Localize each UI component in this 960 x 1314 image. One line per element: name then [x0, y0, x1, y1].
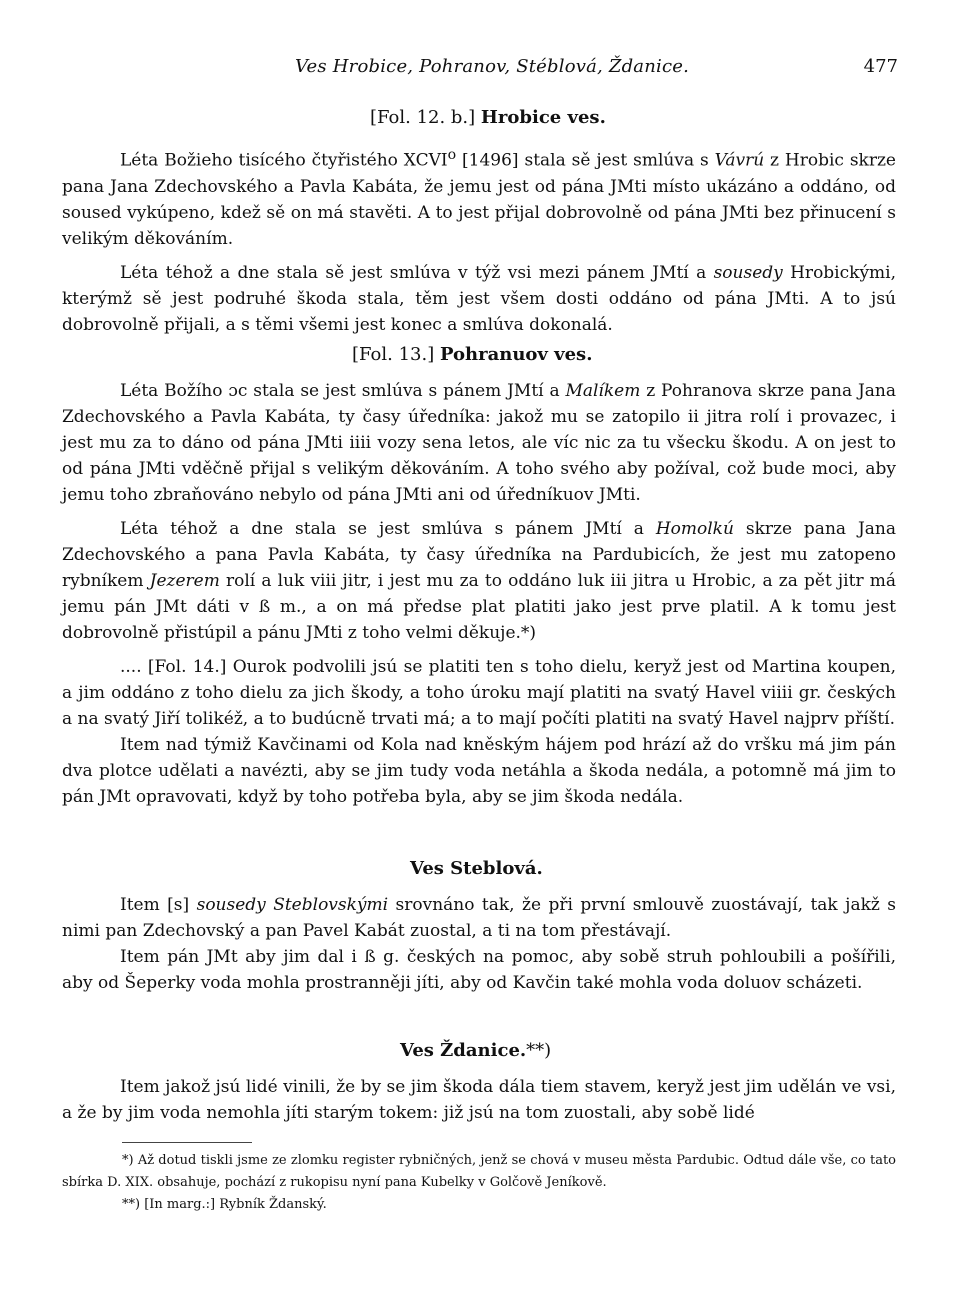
paragraph: Léta Božieho tisícého čtyřistého XCVI$^o$ [1496] stala sě jest smlúva s Vávrú z Hrobic skrze pana Jana Zdechovského a Pavla Kabáta, že jemu jest od pána JMti místo ukázáno a oddáno, od soused vykúpeno, kdež sě on má stavěti. A to jest přijal dobrovolně od pána JMti bez přinucení s velikým děkováním. — [62, 147, 896, 249]
section-body-zdanice — [62, 1074, 896, 1134]
footnote-divider — [122, 1142, 252, 1143]
paragraph: Léta Božího ɔc stala se jest smlúva s pánem JMtí a Malíkem z Pohranova skrze pana Jana Zdechovského a Pavla Kabáta, ty časy úředníka: jakož mu se zatopilo ii jitra rolí i provazec, i jest mu za to dáno od pána JMti iiii vozy sena letos, ale víc nic za tu všecku škodu. A on jest to od pána JMti vděčně přijal s velikým děkováním. A toho svého aby požíval, což bude moci, aby jemu toho zbraňováno nebylo od pána JMti ani od úředníkuov JMti. — [62, 381, 896, 505]
section-title: Ves Steblová. — [410, 858, 543, 879]
paragraph: Item jakož jsú lidé vinili, že by se jim škoda dála tiem stavem, keryž jest jim udělán ve vsi, a že by jim voda nemohla jíti starým tokem: již jsú na tom zuostali, aby sobě lidé — [62, 1077, 896, 1123]
paragraph: .... [Fol. 14.] Ourok podvolili jsú se platiti ten s toho dielu, keryž jest od Martina koupen, a jim oddáno z toho dielu za jich škody, a toho úroku mají platiti na svatý Havel viiii gr. českých a na svatý Jiří tolikéž, a to budúcně trvati má; a to mají počíti platiti na svatý Havel najprv příští. — [62, 657, 896, 729]
paragraph: Léta téhož a dne stala sě jest smlúva v týž vsi mezi pánem JMtí a sousedy Hrobickými, kterýmž sě jest podruhé škoda stala, těm jest všem dosti oddáno od pána JMti. A to jsú dobrovolně přijali, a s těmi všemi jest konec a smlúva dokonalá. — [62, 262, 897, 335]
section-body-hrobice — [62, 142, 896, 346]
folio-ref: [Fol. 13.] — [352, 344, 435, 365]
section-title: Ves Ždanice. — [400, 1040, 527, 1061]
section-title: Pohranuov ves. — [439, 344, 593, 365]
paragraph: Item [s] sousedy Steblovskými srovnáno tak, že při první smlouvě zuostávají, tak jakž s nimi pan Zdechovský a pan Pavel Kabát zuostal, a ti na tom přestávají. — [62, 895, 896, 941]
footnotes — [62, 1150, 896, 1216]
section-body-steblova — [62, 892, 896, 1004]
section-heading-zdanice — [400, 1040, 551, 1061]
footnote-marker: **) — [526, 1040, 552, 1061]
name-emphasis: sousedy Steblovskými — [196, 895, 389, 915]
section-title: Hrobice ves. — [480, 107, 606, 128]
section-heading-pohranov — [352, 344, 592, 365]
paragraph: Item nad týmiž Kavčinami od Kola nad kněským hájem pod hrází až do vršku má jim pán dva plotce udělati a navézti, aby se jim tudy voda netáhla a škoda nedála, a potomně má jim to pán JMt opravovati, když by toho potřeba byla, aby se jim škoda nedála. — [62, 735, 896, 807]
section-heading-steblova — [410, 858, 543, 879]
paragraph: Léta téhož a dne stala se jest smlúva s pánem JMtí a Homolkú skrze pana Jana Zdechovského a pana Pavla Kabáta, ty časy úředníka na Pardubicích, že jest mu zatopeno rybníkem Jezerem rolí a luk viii jitr, i jest mu za to oddáno luk iii jitra u Hrobic, a za pět jitr má jemu pán JMt dáti v ß m., a on má předse plat platiti jako jest prve platil. A k tomu jest dobrovolně přistúpil a pánu JMti z toho velmi děkuje.*) — [62, 519, 896, 643]
footnote-1: *) Až dotud tiskli jsme ze zlomku register rybničných, jenž se chová v museu města Pardubic. Odtud dále vše, co tato sbírka D. XIX. obsahuje, pochází z rukopisu nyní pana Kubelky v Golčově Jeníkově. — [62, 1153, 896, 1190]
paragraph: Item pán JMt aby jim dal i ß g. českých na pomoc, aby sobě struh pohloubili a pošířili, aby od Šeperky voda mohla prostranněji jíti, aby od Kavčin také mohla voda doluov scházeti. — [62, 947, 896, 993]
section-body-pohranov — [62, 378, 896, 818]
page-number: 477 — [863, 56, 898, 77]
running-title: Ves Hrobice, Pohranov, Stéblová, Ždanice. — [295, 56, 690, 77]
name-emphasis: Malíkem — [565, 381, 641, 401]
name-emphasis: sousedy — [713, 262, 783, 283]
footnote-2: **) [In marg.:] Rybník Ždanský. — [122, 1197, 327, 1212]
name-emphasis: Jezerem — [149, 571, 220, 591]
name-emphasis: Homolkú — [655, 519, 734, 539]
name-emphasis: Vávrú — [714, 150, 765, 171]
section-heading-hrobice — [370, 107, 606, 128]
folio-ref: [Fol. 12. b.] — [370, 107, 476, 128]
